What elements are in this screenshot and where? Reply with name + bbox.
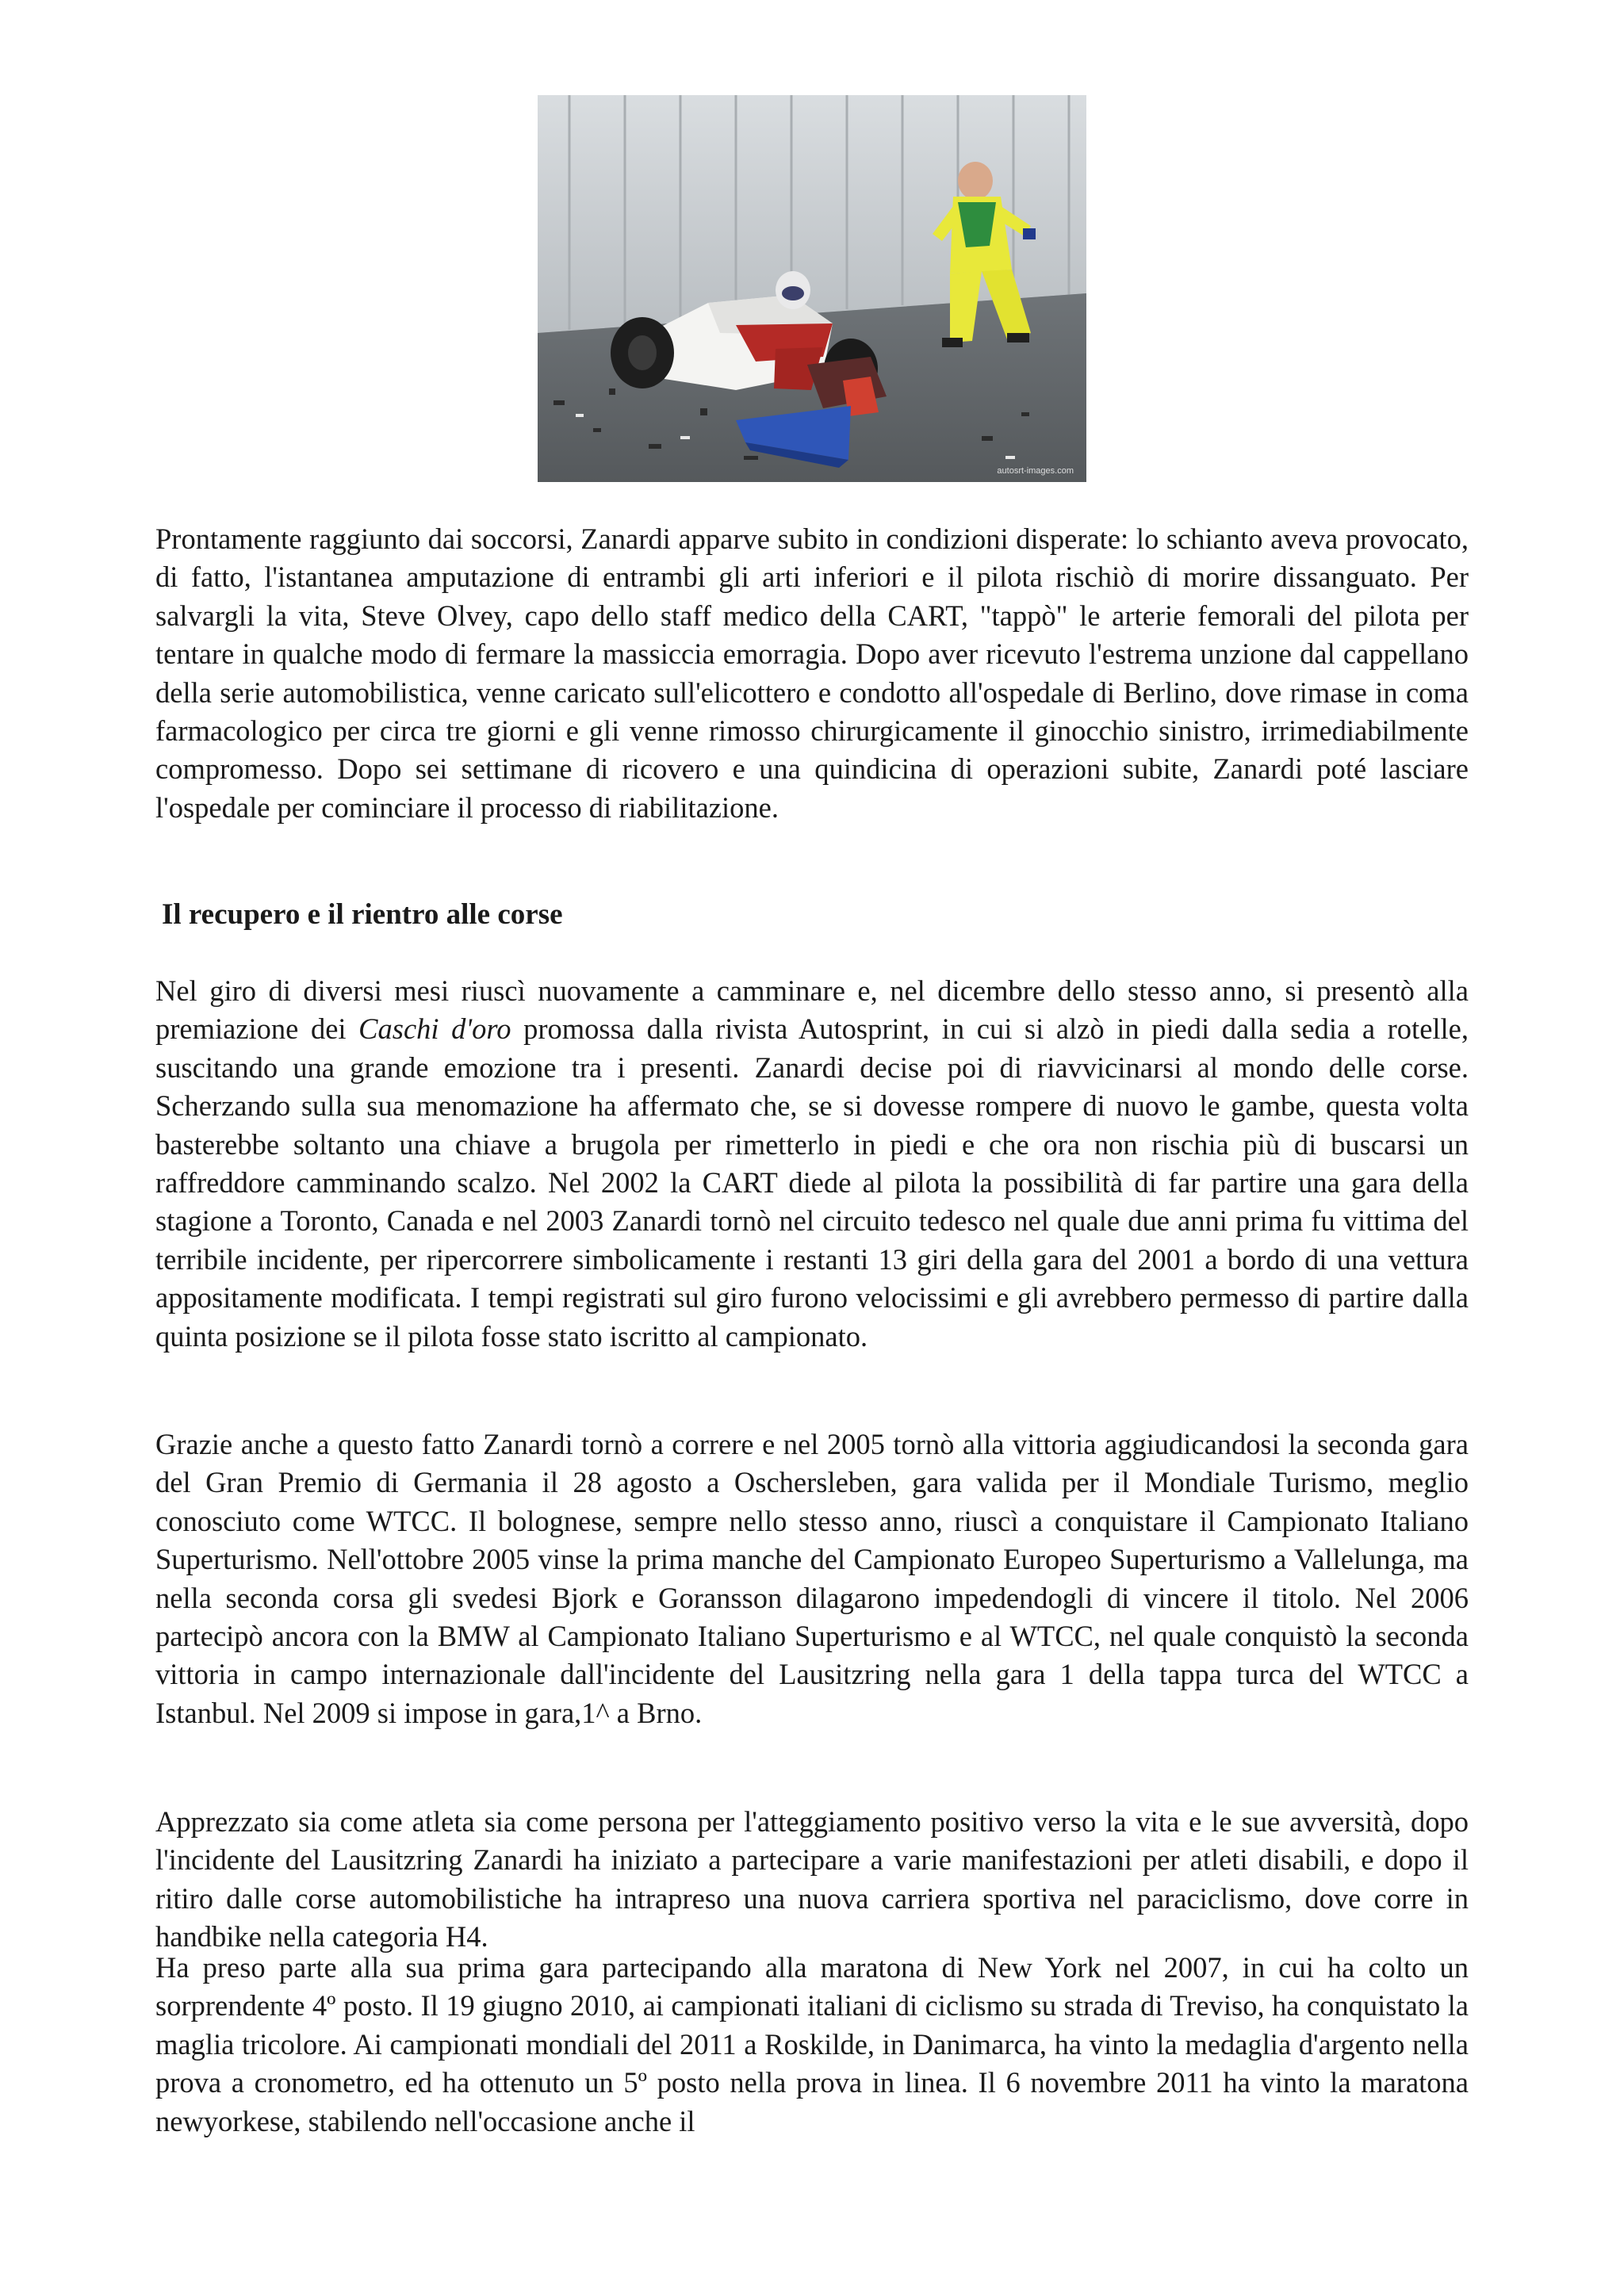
paragraph-return-racing: Grazie anche a questo fatto Zanardi tornò a correre e nel 2005 tornò alla vittoria aggiudicandosi la seconda gara del Gran Premio di Germania il 28 agosto a Oschersleben, gara valida per il Mondiale Turismo, meglio conosciuto come WTCC. Il bolognese, sempre nello stesso anno, riuscì a conquistare il Campionato Italiano Superturismo. Nell'ottobre 2005 vinse la prima manche del Campionato Europeo Superturismo a Vallelunga, ma nella seconda corsa gli svedesi Bjork e Goransson dilagarono impedendogli di vincere il titolo. Nel 2006 partecipò ancora con la BMW al Campionato Italiano Superturismo e al WTCC, nel quale conquistò la seconda vittoria in campo internazionale dall'incidente del Lausitzring nella gara 1 della tappa turca del WTCC a Istanbul. Nel 2009 si impose in gara,1^ a Brno. <box>155 1428 1469 1729</box>
paragraph-paracycling: Apprezzato sia come atleta sia come persona per l'atteggiamento positivo verso la vita e le sue avversità, dopo l'incidente del Lausitzring Zanardi ha iniziato a partecipare a varie manifestazioni per atleti disabili, e dopo il ritiro dalle corse automobilistiche ha intrapreso una nuova carriera sportiva nel paraciclismo, dove corre in handbike nella categoria H4. <box>155 1805 1469 1954</box>
photo-credit: autosrt-images.com <box>997 466 1074 476</box>
crash-photo <box>538 95 1086 482</box>
section-heading: Il recupero e il rientro alle corse <box>162 898 563 931</box>
paragraph-rescue: Prontamente raggiunto dai soccorsi, Zanardi apparve subito in condizioni disperate: lo schianto aveva provocato, di fatto, l'istantanea amputazione di entrambi gli arti inferiori e il pilota rischiò di morire dissanguato. Per salvargli la vita, Steve Olvey, capo dello staff medico della CART, "tappò" le arterie femorali del pilota per tentare in qualche modo di fermare la massiccia emorragia. Dopo aver ricevuto l'estrema unzione dal cappellano della serie automobilistica, venne caricato sull'elicottero e condotto all'ospedale di Berlino, dove rimase in coma farmacologico per circa tre giorni e gli venne rimosso chirurgicamente il ginocchio sinistro, irrimediabilmente compromesso. Dopo sei settimane di ricovero e una quindicina di operazioni subite, Zanardi poté lasciare l'ospedale per cominciare il processo di riabilitazione. <box>155 522 1469 824</box>
paragraph-recovery-part-1: Nel giro di diversi mesi riuscì nuovamente a camminare e, nel dicembre dello stesso anno, si presentò alla premiazione dei <box>155 974 1469 1046</box>
crash-photo-illustration <box>538 95 1086 482</box>
paragraph-recovery-part-2: promossa dalla rivista Autosprint, in cui si alzò in piedi dalla sedia a rotelle, suscitando una grande emozione tra i presenti. Zanardi decise poi di riavvicinarsi al mondo delle corse. Scherzando sulla sua menomazione ha affermato che, se si dovesse rompere di nuovo le gambe, questa volta basterebbe soltanto una chiave a brugola per rimetterlo in piedi e che ora non rischia più di buscarsi un raffreddore camminando scalzo. Nel 2002 la CART diede al pilota la possibilità di far partire una gara della stagione a Toronto, Canada e nel 2003 Zanardi tornò nel circuito tedesco nel quale due anni prima fu vittima del terribile incidente, per ripercorrere simbolicamente i restanti 13 giri della gara del 2001 a bordo di una vettura appositamente modificata. I tempi registrati sul giro furono velocissimi e gli avrebbero permesso di partire dalla quinta posizione se il pilota fosse stato iscritto al campionato. <box>155 1012 1469 1353</box>
caschi-doro-italic: Caschi d'oro <box>358 1012 511 1046</box>
paragraph-recovery <box>155 972 1469 1356</box>
paragraph-marathon: Ha preso parte alla sua prima gara partecipando alla maratona di New York nel 2007, in cui ha colto un sorprendente 4º posto. Il 19 giugno 2010, ai campionati italiani di ciclismo su strada di Treviso, ha conquistato la maglia tricolore. Ai campionati mondiali del 2011 a Roskilde, in Danimarca, ha vinto la medaglia d'argento nella prova a cronometro, ed ha ottenuto un 5º posto nella prova in linea. Il 6 novembre 2011 ha vinto la maratona newyorkese, stabilendo nell'occasione anche il <box>155 1951 1469 2137</box>
